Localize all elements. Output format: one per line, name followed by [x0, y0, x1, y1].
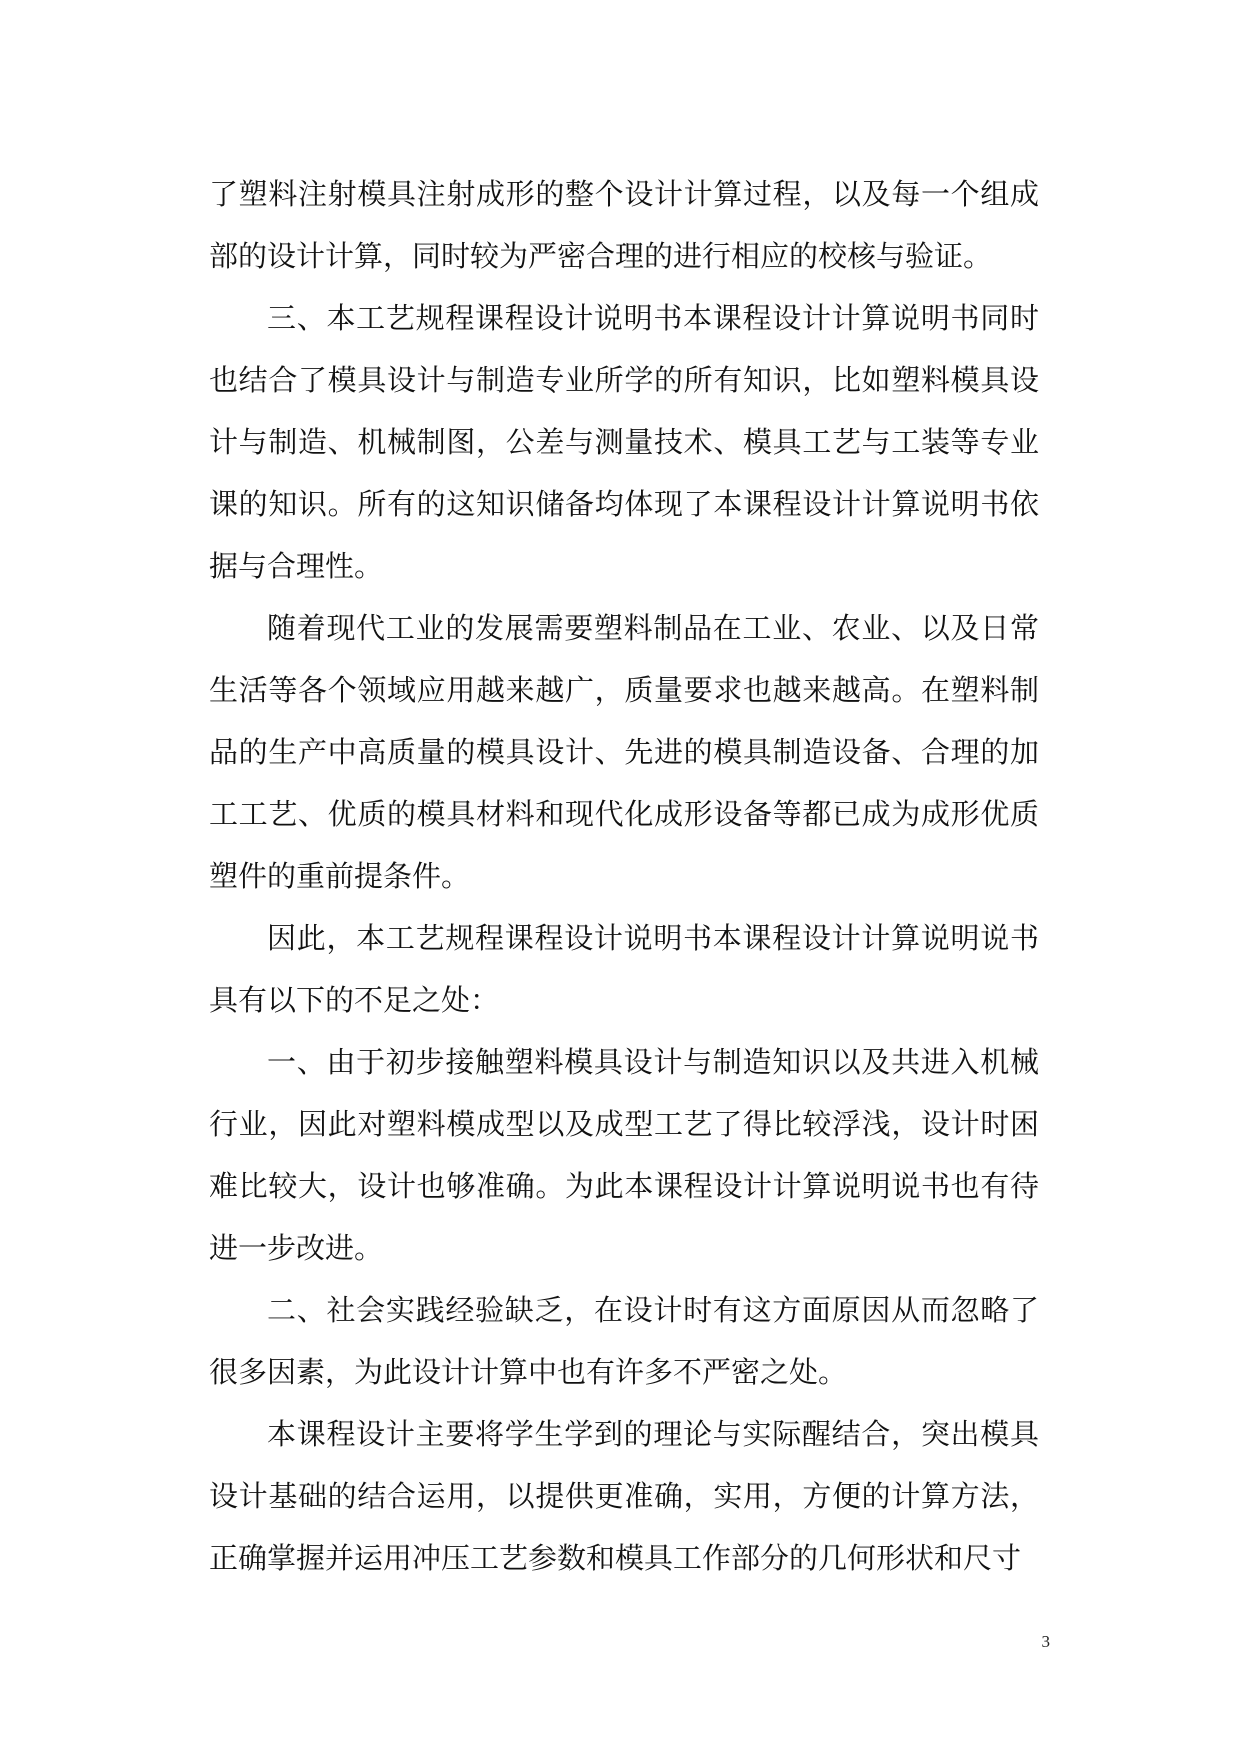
paragraph-section-three: 三、本工艺规程课程设计说明书本课程设计计算说明书同时也结合了模具设计与制造专业所学的所有知识，比如塑料模具设计与制造、机械制图，公差与测量技术、模具工艺与工装等专业课的知识。所有的这知识储备均体现了本课程设计计算说明书依据与合理性。: [209, 301, 1039, 583]
paragraph-shortcoming-one: 一、由于初步接触塑料模具设计与制造知识以及共进入机械行业，因此对塑料模成型以及成型工艺了得比较浮浅，设计时困难比较大，设计也够准确。为此本课程设计计算说明说书也有待进一步改进。: [209, 1045, 1039, 1265]
paragraph-modern-industry: 随着现代工业的发展需要塑料制品在工业、农业、以及日常生活等各个领域应用越来越广，质量要求也越来越高。在塑料制品的生产中高质量的模具设计、先进的模具制造设备、合理的加工工艺、优质的模具材料和现代化成形设备等都已成为成形优质塑件的重前提条件。: [209, 611, 1039, 893]
paragraph-continuation: 了塑料注射模具注射成形的整个设计计算过程，以及每一个组成部的设计计算，同时较为严密合理的进行相应的校核与验证。: [209, 177, 1039, 273]
paragraph-shortcoming-two: 二、社会实践经验缺乏，在设计时有这方面原因从而忽略了很多因素，为此设计计算中也有许多不严密之处。: [209, 1293, 1039, 1389]
body-text: [209, 163, 1039, 1589]
page-number: 3: [1041, 1632, 1050, 1651]
paragraph-shortcomings-intro: 因此，本工艺规程课程设计说明书本课程设计计算说明说书具有以下的不足之处：: [209, 921, 1039, 1017]
paragraph-course-design-goal: 本课程设计主要将学生学到的理论与实际醒结合，突出模具设计基础的结合运用，以提供更准确，实用，方便的计算方法，正确掌握并运用冲压工艺参数和模具工作部分的几何形状和尺寸: [209, 1417, 1039, 1575]
